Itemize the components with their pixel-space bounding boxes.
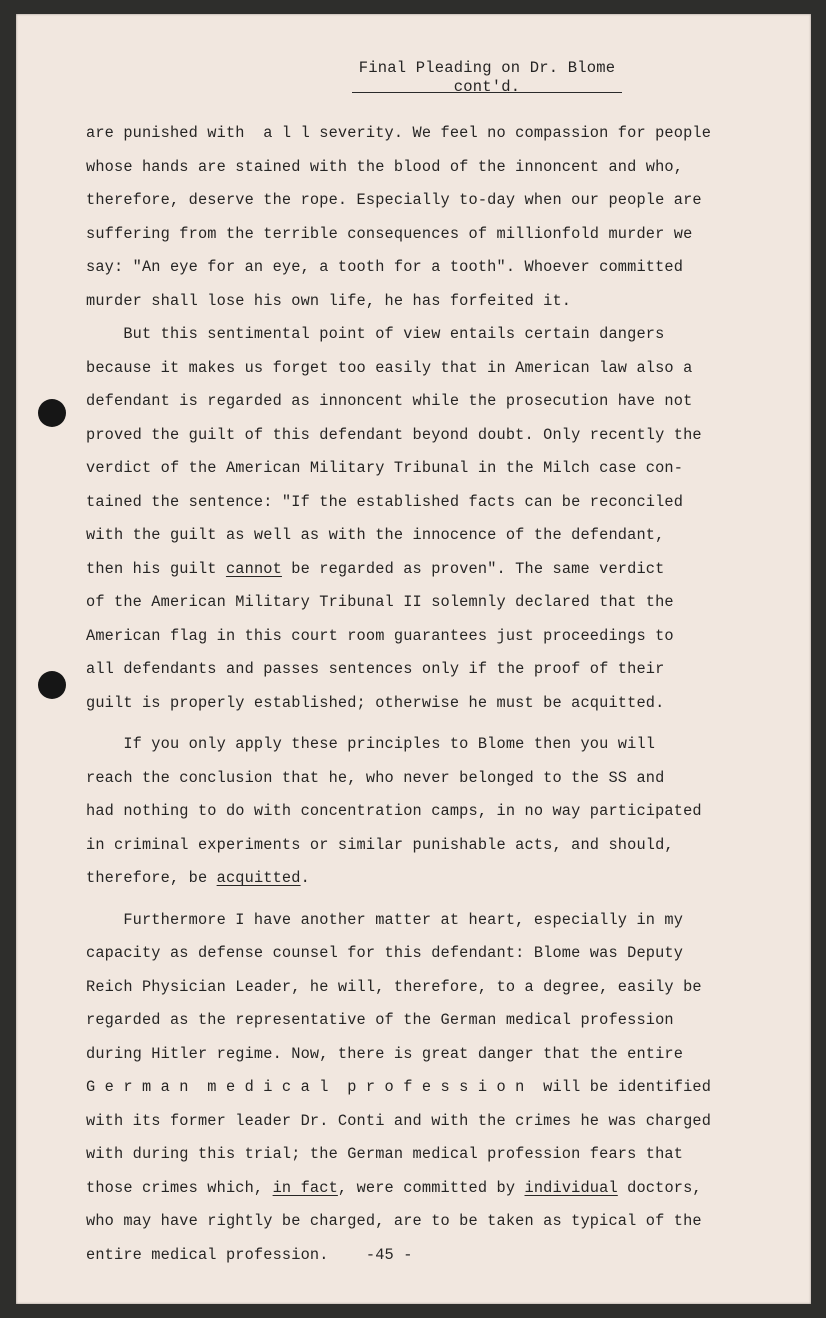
text-line: because it makes us forget too easily that in American law also a <box>86 358 693 377</box>
text-line: tained the sentence: "If the established facts can be reconciled <box>86 492 684 511</box>
text-line: Furthermore I have another matter at heart, especially in my <box>86 910 684 929</box>
paragraph <box>86 117 786 318</box>
paragraph-gap <box>86 720 786 728</box>
text-line: G e r m a n m e d i c a l p r o f e s s i o n will be identified <box>86 1078 712 1096</box>
text-line: If you only apply these principles to Blome then you will <box>86 735 656 753</box>
punch-hole-bottom <box>38 671 66 699</box>
text-line: those crimes which, in fact, were committed by individual doctors, <box>86 1178 702 1197</box>
underlined-text: acquitted <box>216 869 301 887</box>
text-line: Reich Physician Leader, he will, therefore, to a degree, easily be <box>86 977 702 996</box>
text-line: all defendants and passes sentences only if the proof of their <box>86 660 665 678</box>
text-line: then his guilt cannot be regarded as proven". The same verdict <box>86 559 665 578</box>
paragraph <box>86 318 786 720</box>
underlined-text: in fact <box>272 1178 338 1197</box>
text-line: who may have rightly be charged, are to be taken as typical of the <box>86 1212 702 1230</box>
underlined-text: cannot <box>225 559 282 578</box>
text-line: of the American Military Tribunal II solemnly declared that the <box>86 593 674 611</box>
text-line: murder shall lose his own life, he has forfeited it. <box>86 291 572 310</box>
text-line: with the guilt as well as with the innocence of the defendant, <box>86 526 665 544</box>
document-body <box>86 117 786 1272</box>
text-line: therefore, be acquitted. <box>86 869 310 887</box>
text-line: defendant is regarded as innoncent while the prosecution have not <box>86 392 693 410</box>
text-line: are punished with a l l severity. We feel no compassion for people <box>86 124 712 142</box>
text-line: American flag in this court room guarantees just proceedings to <box>86 626 674 645</box>
text-line: say: "An eye for an eye, a tooth for a tooth". Whoever committed <box>86 258 684 276</box>
text-line: had nothing to do with concentration camps, in no way participated <box>86 802 702 820</box>
text-line: guilt is properly established; otherwise he must be acquitted. <box>86 693 665 712</box>
document-page <box>16 14 811 1304</box>
underlined-text: individual <box>524 1178 618 1197</box>
text-line: capacity as defense counsel for this defendant: Blome was Deputy <box>86 944 684 962</box>
text-line: But this sentimental point of view entails certain dangers <box>86 325 665 343</box>
heading-underline <box>352 92 622 93</box>
text-line: suffering from the terrible consequences of millionfold murder we <box>86 224 693 243</box>
text-line: whose hands are stained with the blood of the innoncent and who, <box>86 157 684 176</box>
text-line: regarded as the representative of the German medical profession <box>86 1011 674 1029</box>
punch-hole-top <box>38 399 66 427</box>
text-line: therefore, deserve the rope. Especially to-day when our people are <box>86 191 702 209</box>
paragraph <box>86 904 786 1273</box>
text-line: in criminal experiments or similar punishable acts, and should, <box>86 835 674 854</box>
heading-title: Final Pleading on Dr. Blome <box>358 59 616 77</box>
heading-subtitle: cont'd. <box>453 78 521 96</box>
text-line: with its former leader Dr. Conti and with the crimes he was charged <box>86 1111 712 1130</box>
text-line: with during this trial; the German medical profession fears that <box>86 1145 684 1163</box>
text-line: reach the conclusion that he, who never belonged to the SS and <box>86 768 665 787</box>
paragraph <box>86 728 786 896</box>
text-line: proved the guilt of this defendant beyond doubt. Only recently the <box>86 425 702 444</box>
text-line: verdict of the American Military Tribunal in the Milch case con- <box>86 459 684 477</box>
text-line: during Hitler regime. Now, there is great danger that the entire <box>86 1044 684 1063</box>
paragraph-gap <box>86 896 786 904</box>
text-line: entire medical profession. -45 - <box>86 1245 413 1264</box>
